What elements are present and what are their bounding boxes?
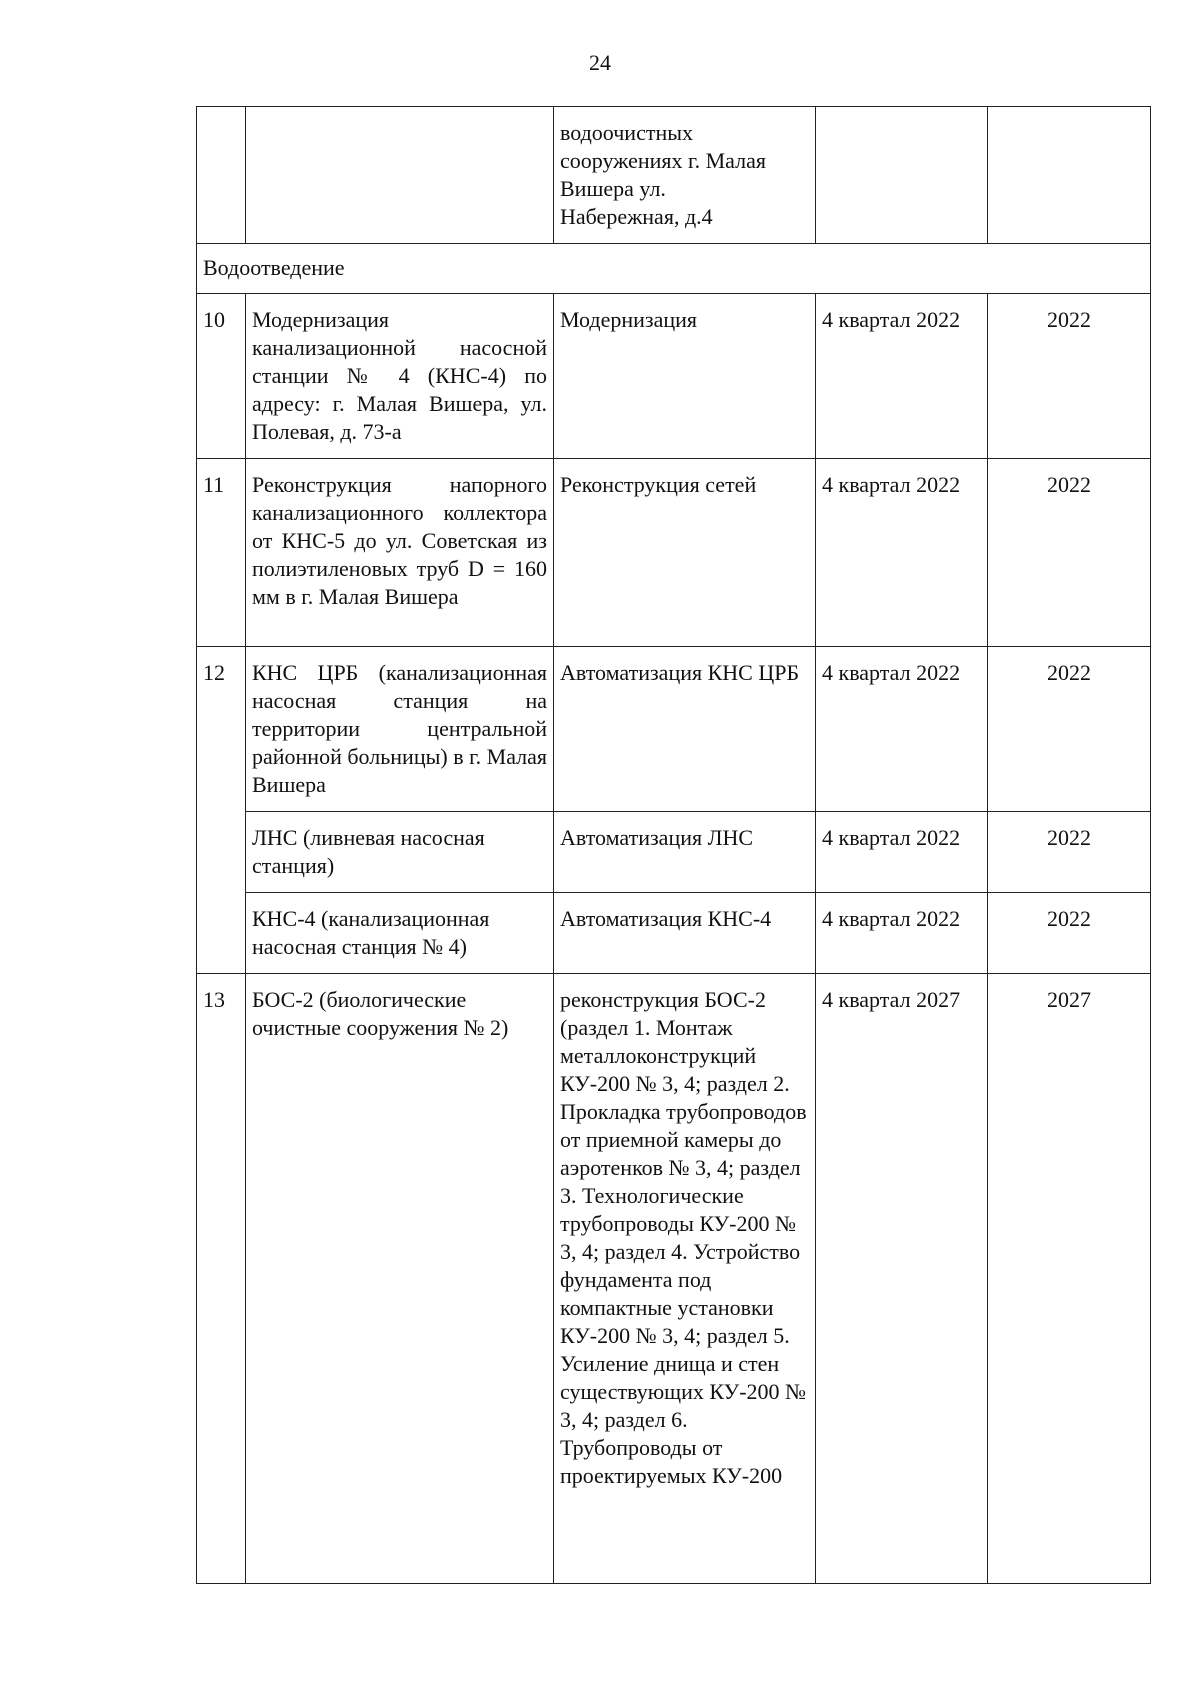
work-line: Вишера ул. [560,176,666,201]
cell-period: 4 квартал 2022 [816,893,988,974]
work-line: Набережная, д.4 [560,204,713,229]
table-row [197,647,1151,812]
table-row [197,893,1151,974]
cell-work: Автоматизация ЛНС [554,812,816,893]
table-row [197,294,1151,459]
page-number: 24 [589,50,611,75]
cell-period: 4 квартал 2022 [816,647,988,812]
cell-year: 2022 [988,294,1151,459]
cell-num: 10 [197,294,246,459]
work-line: сооружениях г. Малая [560,148,766,173]
cell-work: реконструкция БОС-2 (раздел 1. Монтаж металлоконструкций КУ-200 № 3, 4; раздел 2. Прокладка трубопроводов от приемной камеры до аэротенков № 3, 4; раздел 3. Технологические трубопроводы КУ-200 № 3, 4; раздел 4. Устройство фундамента под компактные установки КУ-200 № 3, 4; раздел 5. Усиление днища и стен существующих КУ-200 № 3, 4; раздел 6. Трубопроводы от проектируемых КУ-200 [554,974,816,1584]
cell-object: Реконструкция напорного канализационного коллектора от КНС-5 до ул. Советская из полиэтиленовых труб D = 160 мм в г. Малая Вишера [246,459,554,647]
cell-object: КНС ЦРБ (канализационная насосная станция на территории центральной районной больницы) в г. Малая Вишера [246,647,554,812]
cell-year: 2022 [988,647,1151,812]
cell-work: Автоматизация КНС ЦРБ [554,647,816,812]
table-row [197,974,1151,1584]
cell-year: 2022 [988,893,1151,974]
cell-object: ЛНС (ливневая насосная станция) [246,812,554,893]
cell-object: Модернизация канализационной насосной станции № 4 (КНС-4) по адресу: г. Малая Вишера, ул. Полевая, д. 73-а [246,294,554,459]
cell-work: Автоматизация КНС-4 [554,893,816,974]
cell-period [816,107,988,244]
cell-num: 13 [197,974,246,1584]
cell-year: 2022 [988,459,1151,647]
cell-work: Реконструкция сетей [554,459,816,647]
table-row [197,459,1151,647]
cell-work [554,107,816,244]
cell-object: БОС-2 (биологические очистные сооружения № 2) [246,974,554,1584]
cell-period: 4 квартал 2022 [816,812,988,893]
cell-num: 12 [197,647,246,974]
cell-period: 4 квартал 2022 [816,459,988,647]
cell-num: 11 [197,459,246,647]
cell-period: 4 квартал 2027 [816,974,988,1584]
cell-year [988,107,1151,244]
section-row [197,244,1151,294]
cell-object [246,107,554,244]
cell-period: 4 квартал 2022 [816,294,988,459]
cell-work: Модернизация [554,294,816,459]
table-row-continuation [197,107,1151,244]
cell-year: 2027 [988,974,1151,1584]
measures-table [196,106,1151,1584]
table-row [197,812,1151,893]
cell-num [197,107,246,244]
section-title: Водоотведение [197,244,1151,294]
work-line: водоочистных [560,120,693,145]
cell-object: КНС-4 (канализационная насосная станция № 4) [246,893,554,974]
cell-year: 2022 [988,812,1151,893]
